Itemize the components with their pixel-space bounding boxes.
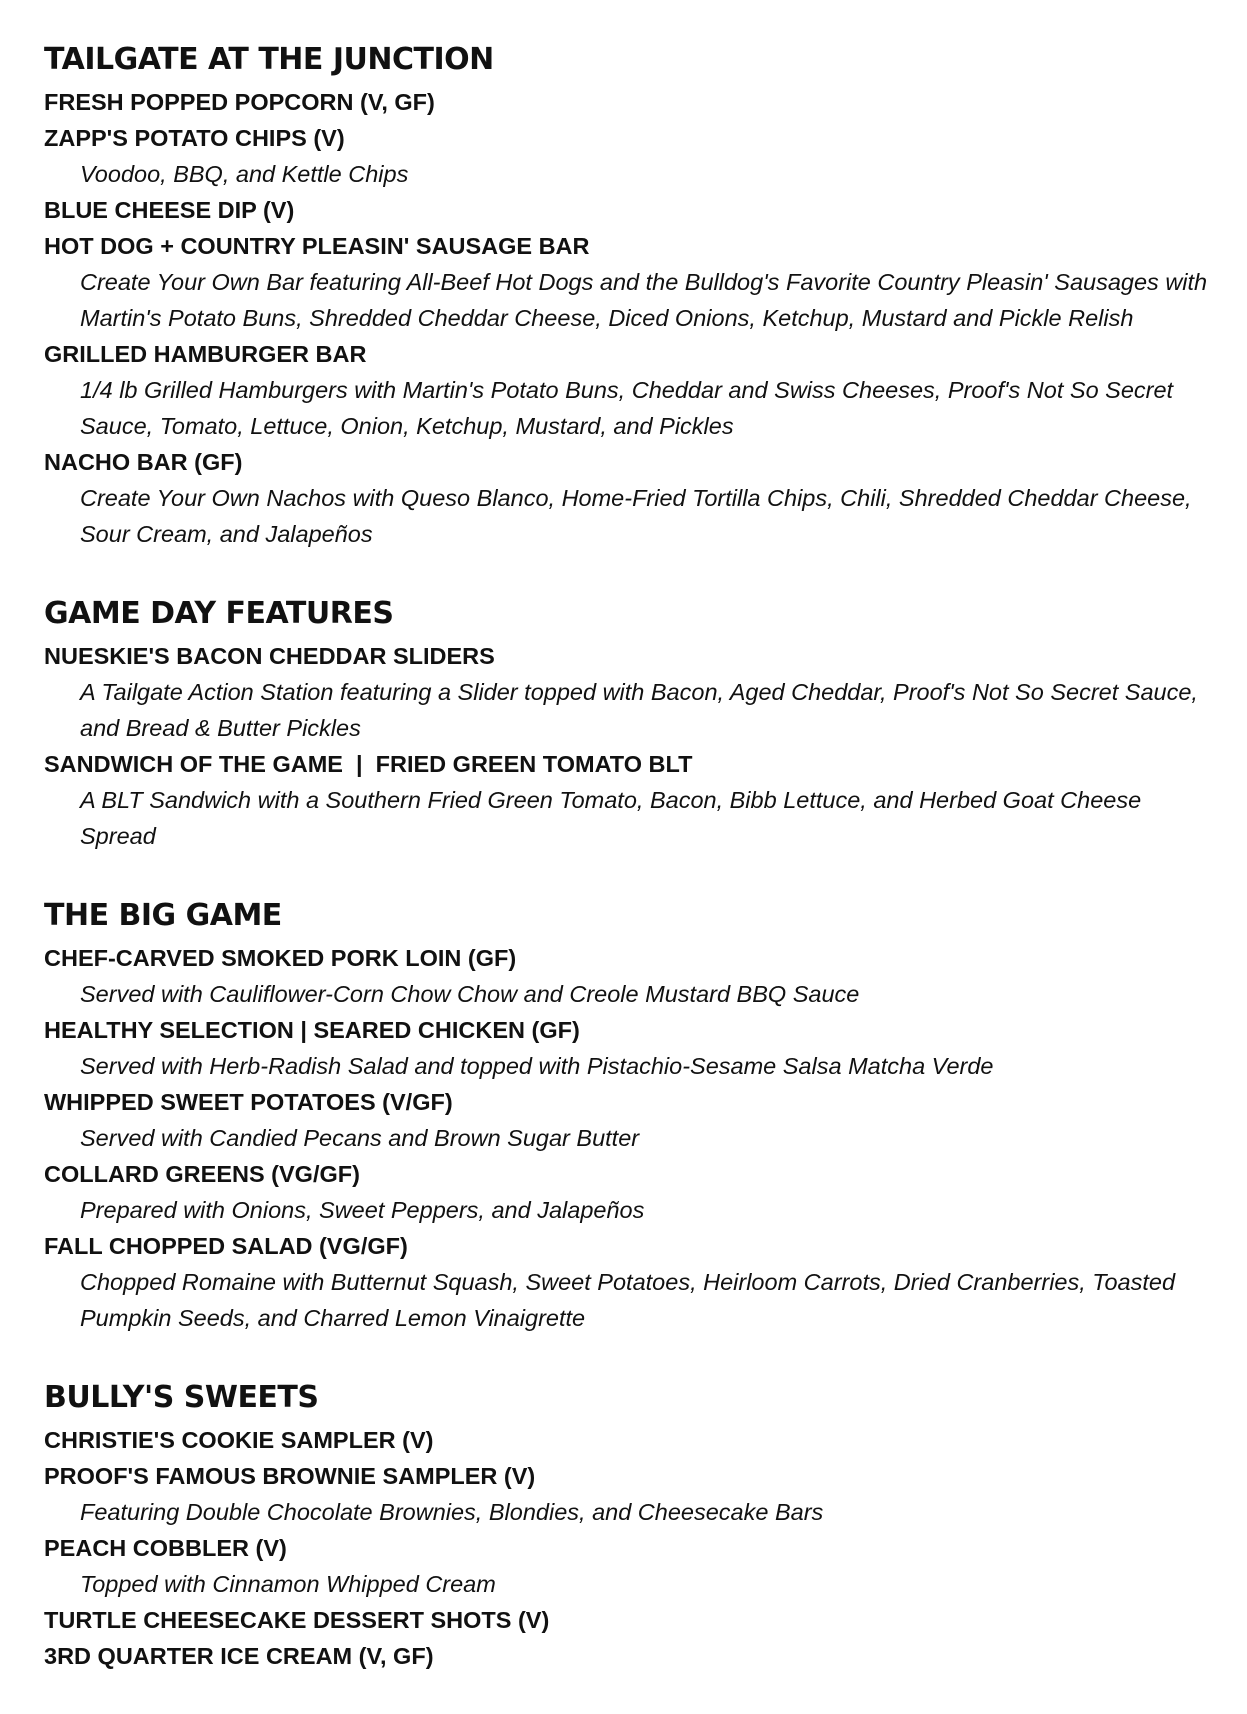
menu-item-name: PROOF'S FAMOUS BROWNIE SAMPLER (V) [44,1463,536,1489]
menu-item-name: COLLARD GREENS (VG/GF) [44,1161,360,1187]
menu-item-description: Topped with Cinnamon Whipped Cream [80,1571,496,1597]
menu-item-name: NACHO BAR (GF) [44,449,243,475]
menu-item-name: TURTLE CHEESECAKE DESSERT SHOTS (V) [44,1607,550,1633]
menu-item-description: Create Your Own Bar featuring All-Beef Hot Dogs and the Bulldog's Favorite Country Pleasin' Sausages with Martin's Potato Buns, Shredded Cheddar Cheese, Diced Onions, Ketchup, Mustard and Pickle Relish [80,269,1208,331]
menu-item-name: WHIPPED SWEET POTATOES (V/GF) [44,1089,453,1115]
menu-item-description: Featuring Double Chocolate Brownies, Blondies, and Cheesecake Bars [80,1499,824,1525]
section-title: THE BIG GAME [44,898,282,933]
menu-item-description: 1/4 lb Grilled Hamburgers with Martin's Potato Buns, Cheddar and Swiss Cheeses, Proof's Not So Secret Sauce, Tomato, Lettuce, Onion, Ketchup, Mustard, and Pickles [80,377,1174,439]
menu-item-description: Create Your Own Nachos with Queso Blanco, Home-Fried Tortilla Chips, Chili, Shredded Cheddar Cheese, Sour Cream, and Jalapeños [80,485,1192,547]
menu-item-name: FRESH POPPED POPCORN (V, GF) [44,89,435,115]
menu-item-name: BLUE CHEESE DIP (V) [44,197,295,223]
menu-item-description: Chopped Romaine with Butternut Squash, Sweet Potatoes, Heirloom Carrots, Dried Cranberries, Toasted Pumpkin Seeds, and Charred Lemon Vinaigrette [80,1269,1176,1331]
menu-item-description: Served with Cauliflower-Corn Chow Chow and Creole Mustard BBQ Sauce [80,981,860,1007]
menu-item-name: HEALTHY SELECTION | SEARED CHICKEN (GF) [44,1017,580,1043]
section-game-day-features [44,592,1224,854]
menu-item-description: A BLT Sandwich with a Southern Fried Green Tomato, Bacon, Bibb Lettuce, and Herbed Goat Cheese Spread [80,787,1142,849]
menu-item-description: A Tailgate Action Station featuring a Slider topped with Bacon, Aged Cheddar, Proof's Not So Secret Sauce, and Bread & Butter Pickles [80,679,1198,741]
section-title: BULLY'S SWEETS [44,1380,319,1415]
menu-item-name: GRILLED HAMBURGER BAR [44,341,367,367]
menu [44,38,1224,1714]
section-bullys-sweets [44,1376,1224,1674]
menu-item-name: SANDWICH OF THE GAME | FRIED GREEN TOMATO BLT [44,751,693,777]
menu-item-name: HOT DOG + COUNTRY PLEASIN' SAUSAGE BAR [44,233,590,259]
section-big-game [44,894,1224,1336]
menu-item-description: Voodoo, BBQ, and Kettle Chips [80,161,409,187]
menu-item-name: FALL CHOPPED SALAD (VG/GF) [44,1233,408,1259]
menu-item-name: CHRISTIE'S COOKIE SAMPLER (V) [44,1427,434,1453]
menu-item-name: CHEF-CARVED SMOKED PORK LOIN (GF) [44,945,517,971]
section-title: TAILGATE AT THE JUNCTION [44,42,494,77]
section-title: GAME DAY FEATURES [44,596,394,631]
menu-item-name: 3RD QUARTER ICE CREAM (V, GF) [44,1643,434,1669]
menu-item-name: ZAPP'S POTATO CHIPS (V) [44,125,345,151]
menu-item-name: NUESKIE'S BACON CHEDDAR SLIDERS [44,643,495,669]
menu-item-description: Served with Candied Pecans and Brown Sugar Butter [80,1125,640,1151]
menu-item-description: Served with Herb-Radish Salad and topped with Pistachio-Sesame Salsa Matcha Verde [80,1053,994,1079]
menu-item-name: PEACH COBBLER (V) [44,1535,287,1561]
menu-item-description: Prepared with Onions, Sweet Peppers, and Jalapeños [80,1197,645,1223]
section-tailgate [44,38,1224,552]
